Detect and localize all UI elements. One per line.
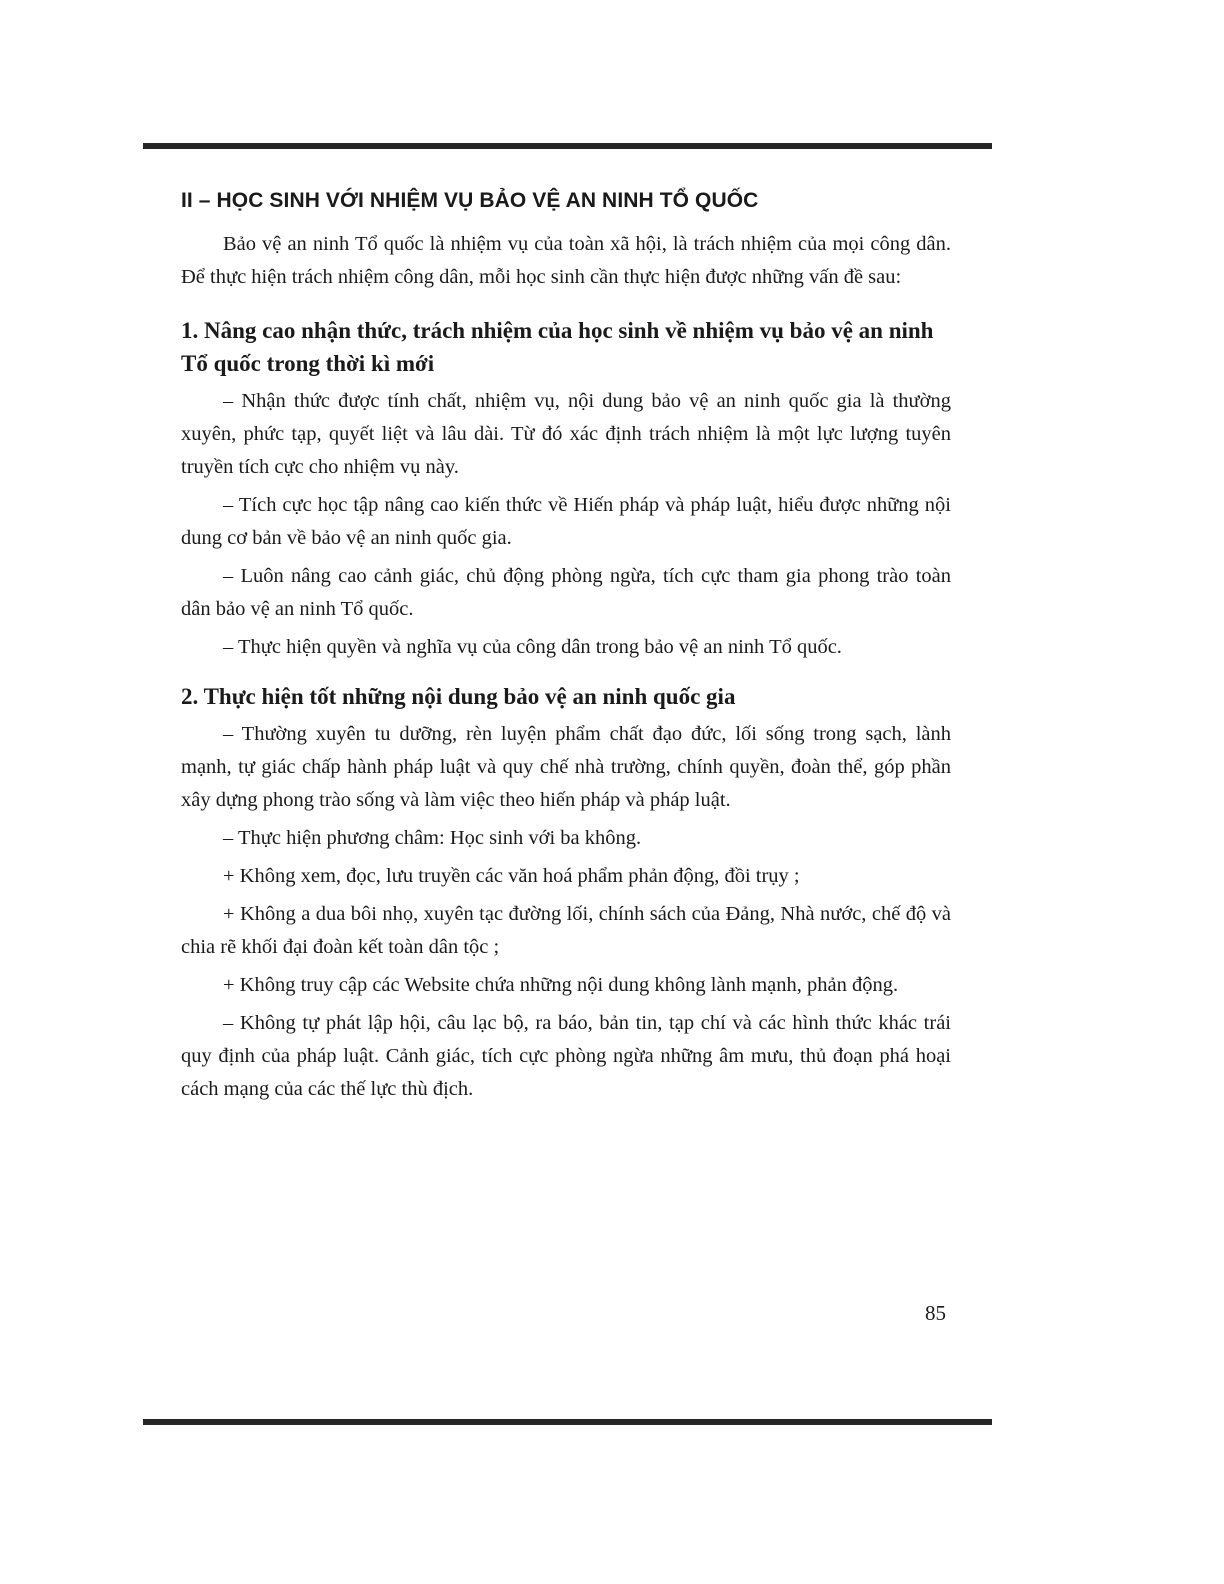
bottom-rule [143,1419,992,1425]
subsection-2-heading: 2. Thực hiện tốt những nội dung bảo vệ an ninh quốc gia [181,684,736,709]
subsection-2-paragraph: – Không tự phát lập hội, câu lạc bộ, ra báo, bản tin, tạp chí và các hình thức khác trái quy định của pháp luật. Cảnh giác, tích cực phòng ngừa những âm mưu, thủ đoạn phá hoại cách mạng của các thế lực thù địch. [181,1012,951,1100]
subsection-2-paragraph: – Thực hiện phương châm: Học sinh với ba không. [223,827,642,849]
page-content [181,186,951,1106]
subsection-2-paragraph: – Thường xuyên tu dưỡng, rèn luyện phẩm chất đạo đức, lối sống trong sạch, lành mạnh, tự giác chấp hành pháp luật và quy chế nhà trường, chính quyền, đoàn thể, góp phần xây dựng phong trào sống và làm việc theo hiến pháp và pháp luật. [181,723,951,811]
subsection-1-paragraph: – Luôn nâng cao cảnh giác, chủ động phòng ngừa, tích cực tham gia phong trào toàn dân bảo vệ an ninh Tổ quốc. [181,565,951,620]
intro-text: Bảo vệ an ninh Tổ quốc là nhiệm vụ của toàn xã hội, là trách nhiệm của mọi công dân. Để thực hiện trách nhiệm công dân, mỗi học sinh cần thực hiện được những vấn đề sau: [181,233,951,288]
subsection-1-heading: 1. Nâng cao nhận thức, trách nhiệm của học sinh về nhiệm vụ bảo vệ an ninh Tổ quốc trong thời kì mới [181,318,934,376]
page-number: 85 [925,1301,946,1325]
subsection-2-paragraph: + Không truy cập các Website chứa những nội dung không lành mạnh, phản động. [223,974,899,996]
intro-paragraph [181,228,951,294]
subsection-1-paragraph: – Nhận thức được tính chất, nhiệm vụ, nội dung bảo vệ an ninh quốc gia là thường xuyên, phức tạp, quyết liệt và lâu dài. Từ đó xác định trách nhiệm là một lực lượng tuyên truyền tích cực cho nhiệm vụ này. [181,390,951,478]
subsection-1-paragraph: – Tích cực học tập nâng cao kiến thức về Hiến pháp và pháp luật, hiểu được những nội dung cơ bản về bảo vệ an ninh quốc gia. [181,494,951,549]
top-rule [143,143,992,149]
subsection-2-paragraph: + Không a dua bôi nhọ, xuyên tạc đường lối, chính sách của Đảng, Nhà nước, chế độ và chia rẽ khối đại đoàn kết toàn dân tộc ; [181,903,951,958]
subsection-1-paragraph: – Thực hiện quyền và nghĩa vụ của công dân trong bảo vệ an ninh Tổ quốc. [223,636,842,658]
section-title: II – HỌC SINH VỚI NHIỆM VỤ BẢO VỆ AN NINH TỔ QUỐC [181,189,759,212]
subsection-2-paragraph: + Không xem, đọc, lưu truyền các văn hoá phẩm phản động, đồi trụy ; [223,865,800,887]
